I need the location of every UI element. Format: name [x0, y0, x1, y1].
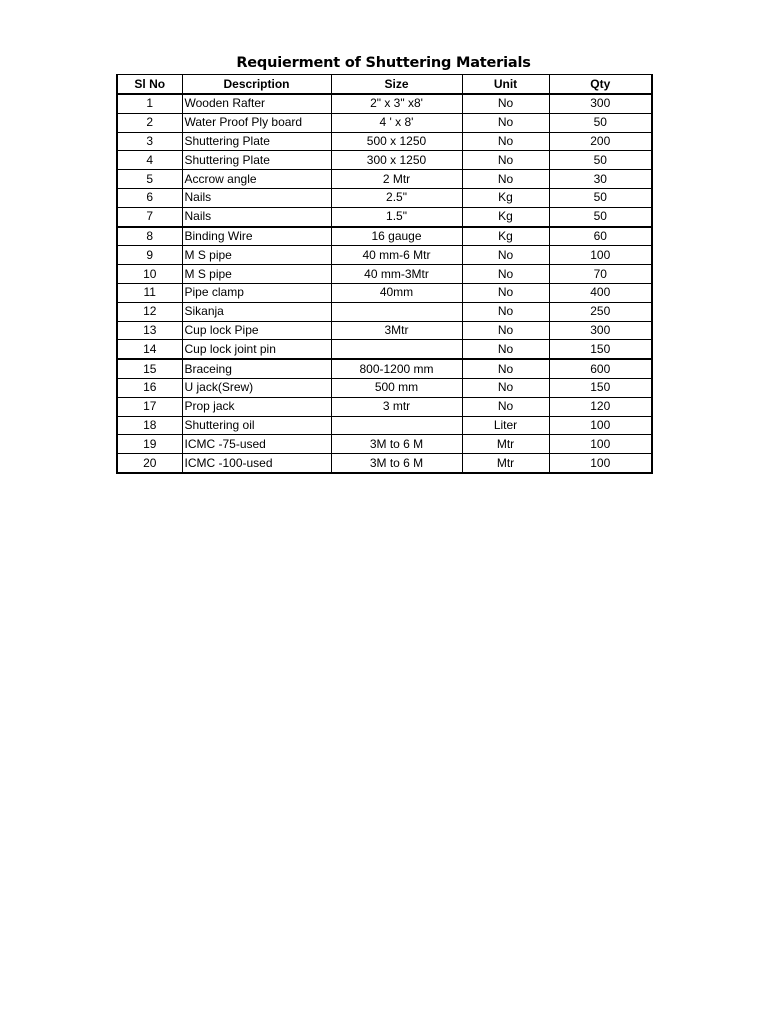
- cell-sl-no: 2: [117, 113, 182, 132]
- cell-sl-no: 11: [117, 283, 182, 302]
- cell-sl-no: 9: [117, 246, 182, 265]
- cell-sl-no: 19: [117, 435, 182, 454]
- cell-size: 40mm: [331, 283, 462, 302]
- cell-qty: 100: [549, 416, 652, 435]
- cell-description: ICMC -100-used: [182, 454, 331, 473]
- table-row: [117, 378, 652, 397]
- cell-size: 3M to 6 M: [331, 435, 462, 454]
- cell-size: 2.5": [331, 188, 462, 207]
- cell-sl-no: 8: [117, 227, 182, 246]
- cell-description: Shuttering oil: [182, 416, 331, 435]
- cell-sl-no: 14: [117, 340, 182, 359]
- cell-size: 40 mm-3Mtr: [331, 265, 462, 284]
- table-row: [117, 227, 652, 246]
- cell-unit: No: [462, 170, 549, 189]
- table-row: [117, 359, 652, 378]
- cell-unit: No: [462, 94, 549, 113]
- cell-unit: No: [462, 265, 549, 284]
- page-title: Requierment of Shuttering Materials: [236, 55, 531, 71]
- cell-sl-no: 17: [117, 397, 182, 416]
- cell-description: ICMC -75-used: [182, 435, 331, 454]
- cell-size: 300 x 1250: [331, 151, 462, 170]
- cell-unit: No: [462, 151, 549, 170]
- table-row: [117, 265, 652, 284]
- cell-qty: 600: [549, 359, 652, 378]
- column-header-qty: Qty: [549, 75, 652, 95]
- cell-size: 500 x 1250: [331, 132, 462, 151]
- cell-unit: Mtr: [462, 454, 549, 473]
- table-row: [117, 132, 652, 151]
- cell-description: Prop jack: [182, 397, 331, 416]
- cell-size: 2 Mtr: [331, 170, 462, 189]
- table-row: [117, 283, 652, 302]
- cell-sl-no: 12: [117, 302, 182, 321]
- cell-qty: 200: [549, 132, 652, 151]
- cell-unit: No: [462, 359, 549, 378]
- column-header-sl-no: Sl No: [117, 75, 182, 95]
- cell-description: Binding Wire: [182, 227, 331, 246]
- cell-qty: 300: [549, 94, 652, 113]
- table-header-row: [117, 75, 652, 95]
- cell-unit: No: [462, 321, 549, 340]
- cell-sl-no: 20: [117, 454, 182, 473]
- cell-sl-no: 18: [117, 416, 182, 435]
- cell-size: 1.5": [331, 207, 462, 226]
- cell-unit: No: [462, 283, 549, 302]
- cell-description: Cup lock joint pin: [182, 340, 331, 359]
- table-row: [117, 151, 652, 170]
- cell-sl-no: 13: [117, 321, 182, 340]
- table-row: [117, 94, 652, 113]
- cell-description: Water Proof Ply board: [182, 113, 331, 132]
- cell-sl-no: 7: [117, 207, 182, 226]
- table-row: [117, 321, 652, 340]
- cell-sl-no: 5: [117, 170, 182, 189]
- cell-description: Braceing: [182, 359, 331, 378]
- table-row: [117, 435, 652, 454]
- cell-description: Accrow angle: [182, 170, 331, 189]
- table-row: [117, 416, 652, 435]
- cell-qty: 50: [549, 188, 652, 207]
- table-row: [117, 246, 652, 265]
- cell-qty: 30: [549, 170, 652, 189]
- cell-sl-no: 6: [117, 188, 182, 207]
- cell-sl-no: 3: [117, 132, 182, 151]
- cell-qty: 250: [549, 302, 652, 321]
- cell-qty: 50: [549, 151, 652, 170]
- cell-description: M S pipe: [182, 246, 331, 265]
- cell-qty: 120: [549, 397, 652, 416]
- cell-unit: No: [462, 302, 549, 321]
- column-header-unit: Unit: [462, 75, 549, 95]
- cell-unit: No: [462, 340, 549, 359]
- cell-qty: 60: [549, 227, 652, 246]
- cell-description: Nails: [182, 207, 331, 226]
- cell-qty: 100: [549, 454, 652, 473]
- cell-description: Shuttering Plate: [182, 151, 331, 170]
- cell-qty: 150: [549, 378, 652, 397]
- column-header-size: Size: [331, 75, 462, 95]
- cell-unit: Liter: [462, 416, 549, 435]
- cell-size: [331, 416, 462, 435]
- cell-qty: 100: [549, 246, 652, 265]
- cell-description: U jack(Srew): [182, 378, 331, 397]
- cell-unit: Mtr: [462, 435, 549, 454]
- table-body: [117, 94, 652, 473]
- cell-qty: 50: [549, 113, 652, 132]
- cell-description: M S pipe: [182, 265, 331, 284]
- cell-unit: Kg: [462, 188, 549, 207]
- cell-size: 40 mm-6 Mtr: [331, 246, 462, 265]
- cell-qty: 70: [549, 265, 652, 284]
- cell-size: [331, 340, 462, 359]
- cell-unit: No: [462, 113, 549, 132]
- cell-unit: No: [462, 378, 549, 397]
- cell-size: [331, 302, 462, 321]
- table-row: [117, 397, 652, 416]
- cell-sl-no: 1: [117, 94, 182, 113]
- table-row: [117, 340, 652, 359]
- cell-qty: 400: [549, 283, 652, 302]
- table-row: [117, 207, 652, 226]
- cell-size: 16 gauge: [331, 227, 462, 246]
- cell-unit: No: [462, 132, 549, 151]
- cell-unit: Kg: [462, 227, 549, 246]
- cell-sl-no: 16: [117, 378, 182, 397]
- cell-qty: 50: [549, 207, 652, 226]
- materials-table: [116, 74, 653, 474]
- cell-description: Nails: [182, 188, 331, 207]
- cell-sl-no: 15: [117, 359, 182, 378]
- cell-sl-no: 4: [117, 151, 182, 170]
- cell-qty: 150: [549, 340, 652, 359]
- cell-qty: 300: [549, 321, 652, 340]
- table-row: [117, 454, 652, 473]
- cell-unit: No: [462, 397, 549, 416]
- cell-description: Shuttering Plate: [182, 132, 331, 151]
- cell-unit: No: [462, 246, 549, 265]
- cell-description: Cup lock Pipe: [182, 321, 331, 340]
- cell-qty: 100: [549, 435, 652, 454]
- cell-size: 3M to 6 M: [331, 454, 462, 473]
- table-row: [117, 302, 652, 321]
- cell-unit: Kg: [462, 207, 549, 226]
- cell-size: 3 mtr: [331, 397, 462, 416]
- cell-description: Wooden Rafter: [182, 94, 331, 113]
- cell-description: Pipe clamp: [182, 283, 331, 302]
- cell-description: Sikanja: [182, 302, 331, 321]
- cell-size: 500 mm: [331, 378, 462, 397]
- cell-size: 800-1200 mm: [331, 359, 462, 378]
- column-header-description: Description: [182, 75, 331, 95]
- cell-sl-no: 10: [117, 265, 182, 284]
- table-row: [117, 113, 652, 132]
- table-row: [117, 170, 652, 189]
- cell-size: 3Mtr: [331, 321, 462, 340]
- cell-size: 2" x 3" x8': [331, 94, 462, 113]
- table-row: [117, 188, 652, 207]
- cell-size: 4 ' x 8': [331, 113, 462, 132]
